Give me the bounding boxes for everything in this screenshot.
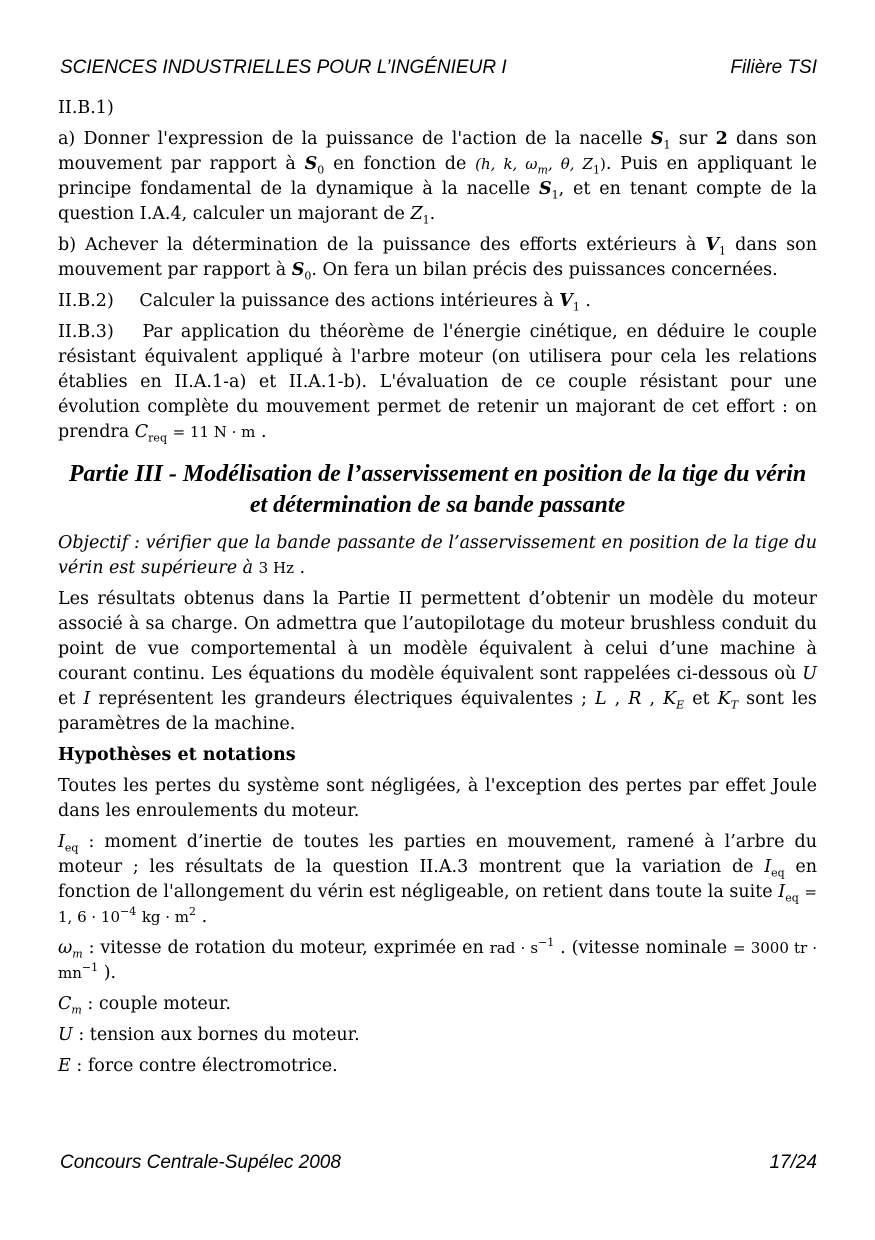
question-b2: II.B.2) Calculer la puissance des actions intérieures à $V_1$ .: [58, 291, 591, 314]
page-number: 17/24: [769, 1152, 817, 1173]
header-track: Filière TSI: [730, 57, 817, 78]
header-title: SCIENCES INDUSTRIELLES POUR L’INGÉNIEUR I: [60, 57, 507, 78]
part3-title: Partie III - Modélisation de l’asservissement en position de la tige du vérin et détermination de sa bande passante: [68, 461, 807, 518]
definition-cm: $C_m$ : couple moteur.: [58, 994, 231, 1017]
paragraph-model: Les résultats obtenus dans la Partie II permettent d’obtenir un modèle du moteur associé à sa charge. On admettra que l’autopilotage du moteur brushless conduit du point de vue comportemental à un modèle équivalent à celui d’une machine à courant continu. Les équations du modèle équivalent sont rappelées ci-dessous où U et I représentent les grandeurs électriques équivalentes ; L , R , $K_E$ et $K_T$ sont les paramètres de la machine.: [58, 589, 817, 734]
hypotheses-heading: Hypothèses et notations: [58, 745, 296, 765]
question-b3: II.B.3) Par application du théorème de l'énergie cinétique, en déduire le couple résistant équivalent appliqué à l'arbre moteur (on utilisera pour cela les relations établies en II.A.1-a) et II.A.1-b). L'évaluation de ce couple résistant pour une évolution complète du mouvement permet de retenir un majorant de cet effort : on prendra $C_{req} = 11$ N · m .: [58, 322, 817, 445]
paragraph-losses: Toutes les pertes du système sont négligées, à l'exception des pertes par effet Joule dans les enroulements du moteur.: [58, 776, 817, 821]
page-body: [58, 96, 817, 1085]
definition-u: U : tension aux bornes du moteur.: [58, 1025, 360, 1045]
definition-omega: $\omega_m$ : vitesse de rotation du moteur, exprimée en rad · $s^{-1}$ . (vitesse nominale = 3000 tr · $mn^{-1}$ ).: [58, 936, 818, 983]
footer-contest: Concours Centrale-Supélec 2008: [60, 1152, 341, 1173]
section-label: II.B.1): [58, 98, 114, 118]
question-b: b) Achever la détermination de la puissance des efforts extérieurs à $V_1$ dans son mouvement par rapport à $S_0$. On fera un bilan précis des puissances concernées.: [58, 235, 817, 283]
definition-e: E : force contre électromotrice.: [58, 1056, 338, 1076]
question-a: a) Donner l'expression de la puissance de l'action de la nacelle $S_1$ sur 2 dans son mouvement par rapport à $S_0$ en fonction de (h, k, $\omega_m$, θ, $Z_1$). Puis en appliquant le principe fondamental de la dynamique à la nacelle $S_1$, et en tenant compte de la question I.A.4, calculer un majorant de $Z_1$.: [58, 129, 817, 227]
objective: Objectif : vérifier que la bande passante de l’asservissement en position de la tige du vérin est supérieure à 3 Hz .: [58, 533, 817, 578]
definition-ieq: $I_{eq}$ : moment d’inertie de toutes les parties en mouvement, ramené à l’arbre du moteur ; les résultats de la question II.A.3 montrent que la variation de $I_{eq}$ en fonction de l'allongement du vérin est négligeable, on retient dans toute la suite $I_{eq} = 1$, $6 \cdot 10^{-4}$ kg · $m^2$ .: [58, 832, 817, 927]
